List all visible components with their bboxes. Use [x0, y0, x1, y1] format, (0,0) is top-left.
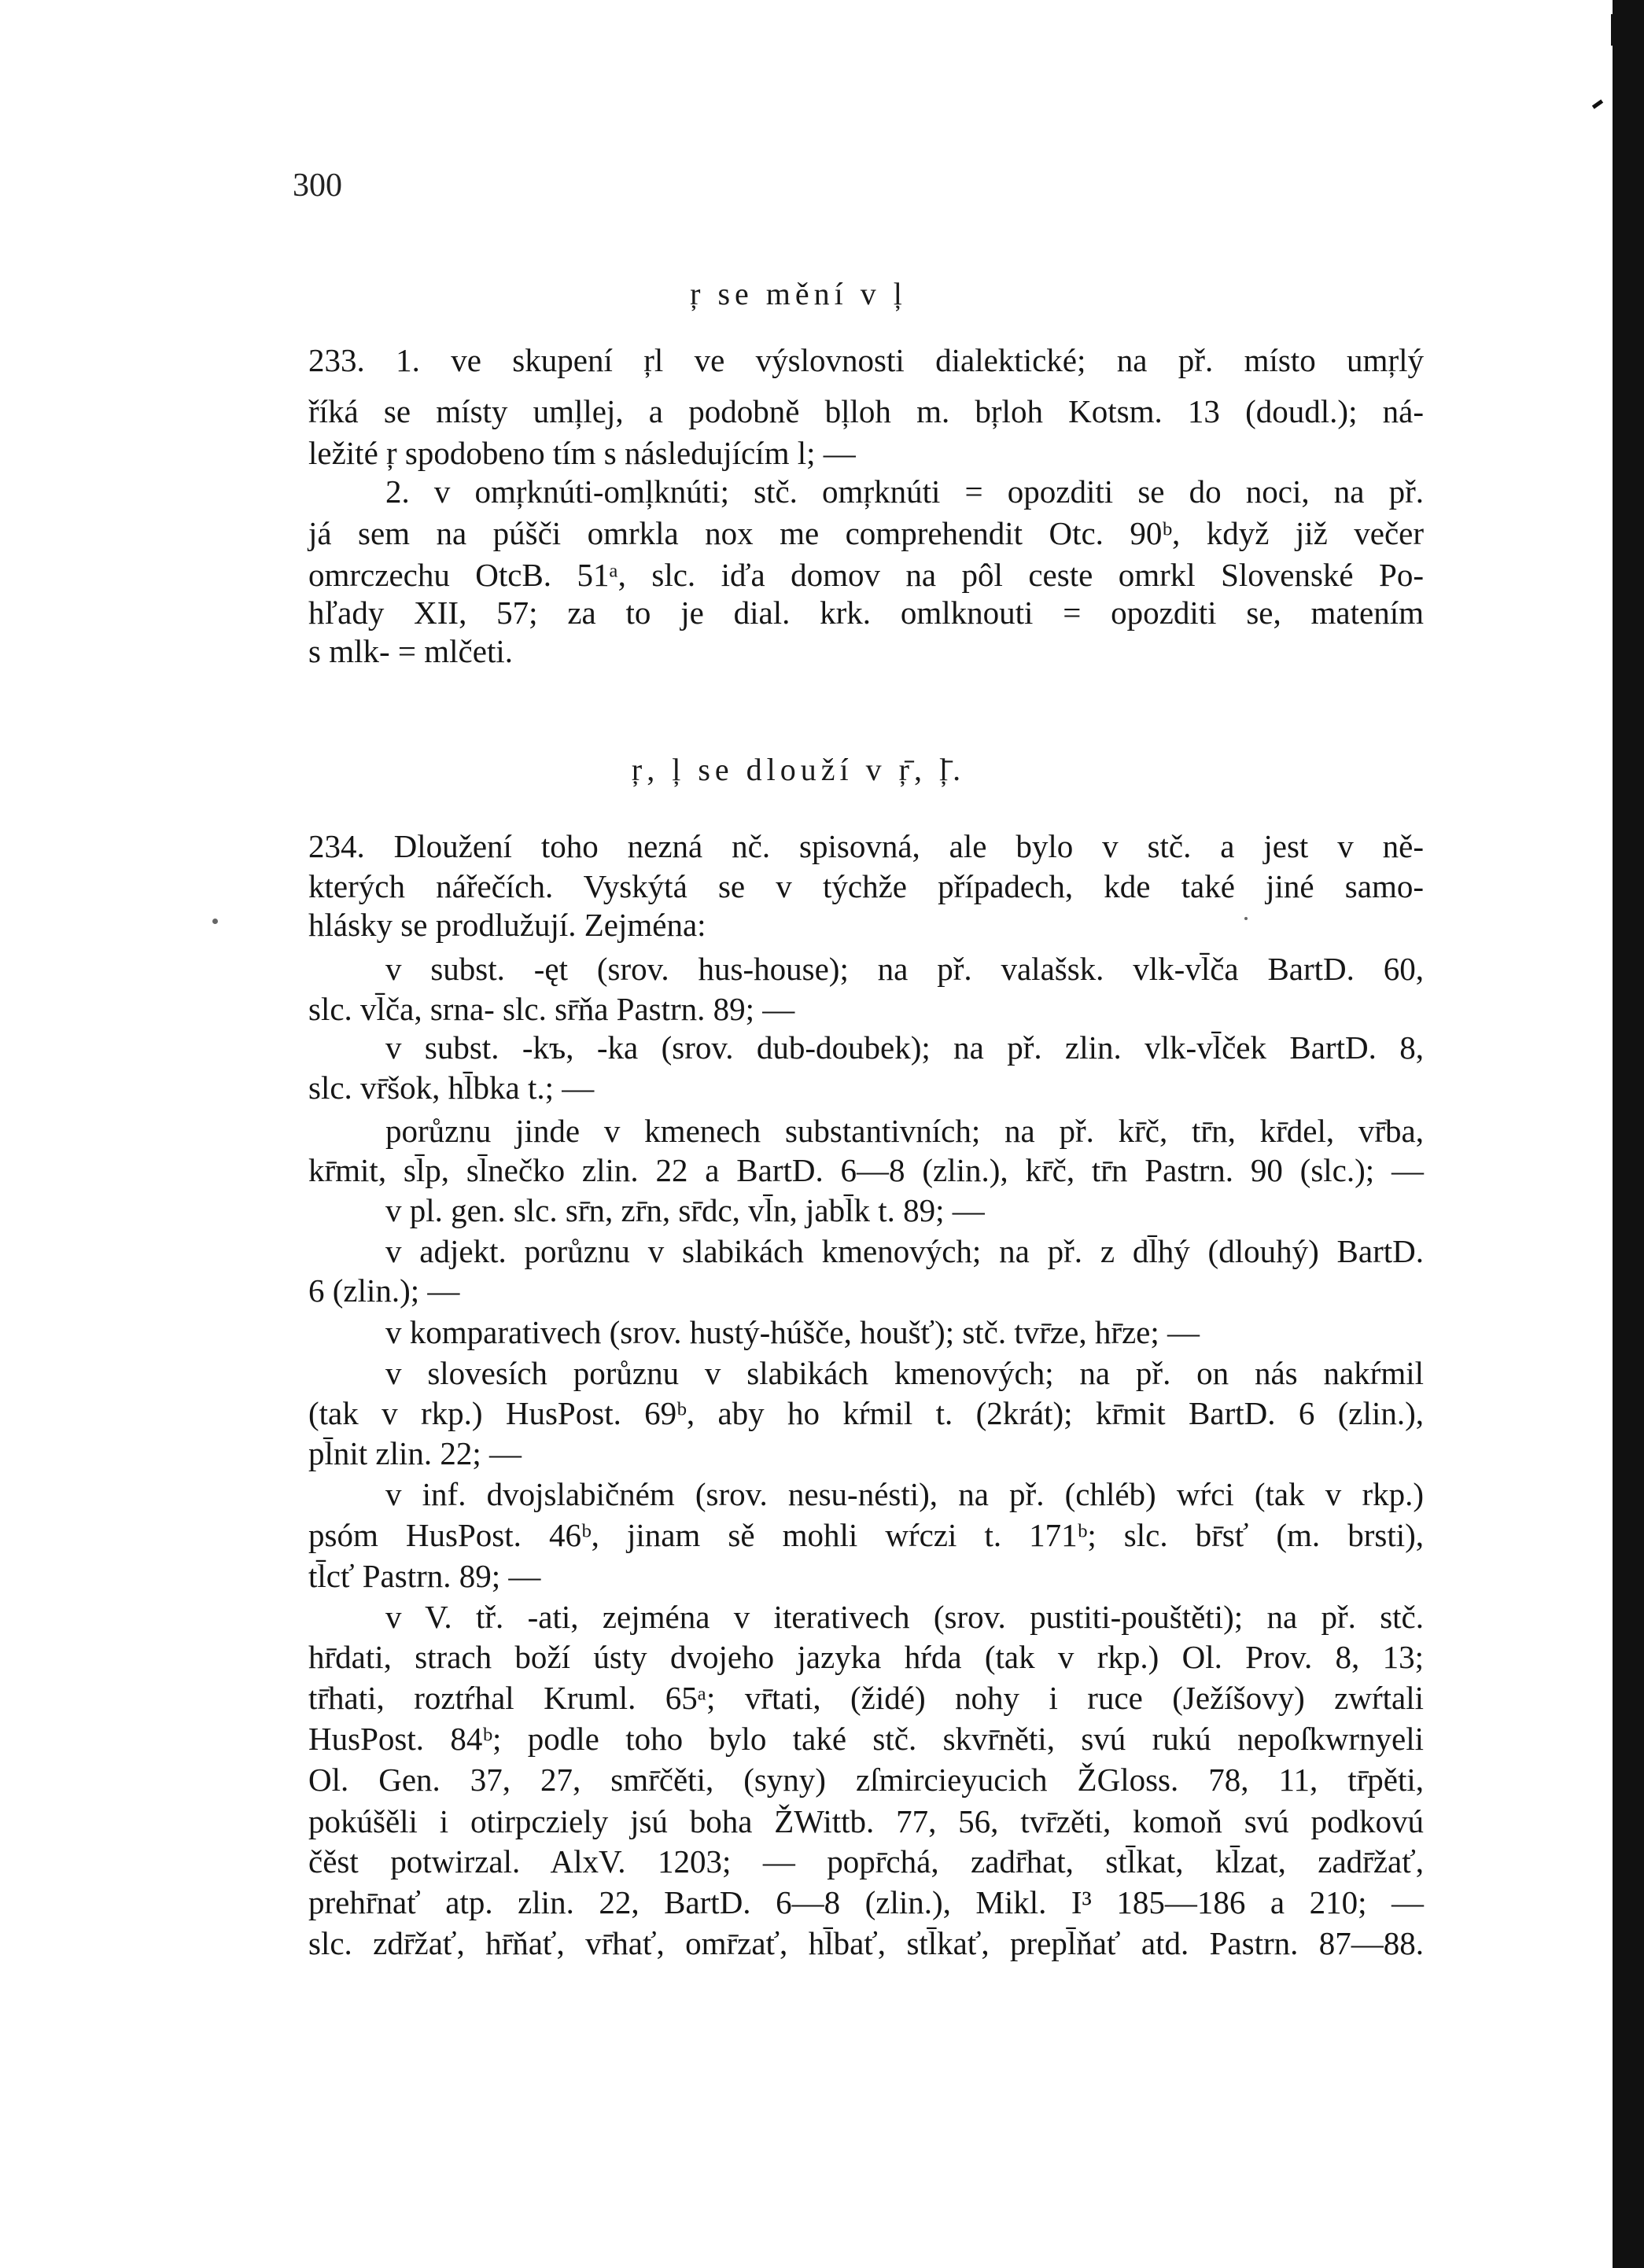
text-line: s mlk- = mlčeti.: [308, 633, 513, 669]
scan-artifact: [1592, 99, 1603, 109]
text-line: čěst potwirzal. AlxV. 1203; — popr̄chá, zadr̄hat, stl̄kat, kl̄zat, zadr̄žať,: [308, 1843, 1424, 1880]
text-line: v subst. -ęt (srov. hus-house); na př. valašsk. vlk-vl̄ča BartD. 60,: [385, 951, 1424, 987]
text-line: hr̄dati, strach boží ústy dvojeho jazyka hŕda (tak v rkp.) Ol. Prov. 8, 13;: [308, 1639, 1424, 1675]
text-line: já sem na púšči omrkla nox me comprehendit Otc. 90ᵇ, když již večer: [308, 515, 1424, 551]
text-line: v slovesích porůznu v slabikách kmenových; na př. on nás nakŕmil: [385, 1355, 1424, 1391]
text-line: slc. vr̄šok, hl̄bka t.; —: [308, 1070, 595, 1106]
speck: [212, 919, 218, 924]
text-line: tl̄cť Pastrn. 89; —: [308, 1558, 541, 1594]
text-line: kr̄mit, sl̄p, sl̄nečko zlin. 22 a BartD. 6—8 (zlin.), kr̄č, tr̄n Pastrn. 90 (slc.); —: [308, 1152, 1424, 1188]
text-line: kterých nářečích. Vyskýtá se v týchže případech, kde také jiné samo-: [308, 868, 1424, 904]
scan-border: [1613, 0, 1644, 2268]
page-number: 300: [293, 168, 342, 204]
text-line: slc. vl̄ča, srna- slc. sr̄ňa Pastrn. 89; —: [308, 991, 795, 1027]
text-line: v subst. -kъ, -ka (srov. dub-doubek); na př. zlin. vlk-vl̄ček BartD. 8,: [385, 1029, 1424, 1066]
text-line: 233. 1. ve skupení ŗl ve výslovnosti dialektické; na př. místo umŗlý: [308, 342, 1424, 378]
text-line: tr̄hati, roztŕhal Kruml. 65ᵃ; vr̄tati, (židé) nohy i ruce (Ježíšovy) zwŕtali: [308, 1680, 1424, 1716]
section-heading: ŗ, ļ se dlouží v ŗ̄, ļ̄.: [631, 752, 966, 787]
text-line: pl̄nit zlin. 22; —: [308, 1435, 522, 1471]
text-line: psóm HusPost. 46ᵇ, jinam sě mohli wŕczi t. 171ᵇ; slc. br̄sť (m. brsti),: [308, 1517, 1424, 1553]
text-line: slc. zdr̄žať, hr̄ňať, vr̄hať, omr̄zať, hl̄bať, stl̄kať, prepl̄ňať atd. Pastrn. 87—88.: [308, 1925, 1424, 1961]
text-line: ležité ŗ spodobeno tím s následujícím l; —: [308, 435, 856, 471]
text-line: v V. tř. -ati, zejména v iterativech (srov. pustiti-pouštěti); na př. stč.: [385, 1599, 1424, 1635]
text-line: Ol. Gen. 37, 27, smr̄čěti, (syny) zſmircieyucich ŽGloss. 78, 11, tr̄pěti,: [308, 1762, 1424, 1798]
text-line: porůznu jinde v kmenech substantivních; na př. kr̄č, tr̄n, kr̄del, vr̄ba,: [385, 1113, 1424, 1149]
text-line: hlásky se prodlužují. Zejména:: [308, 907, 706, 943]
text-line: prehr̄nať atp. zlin. 22, BartD. 6—8 (zlin.), Mikl. I³ 185—186 a 210; —: [308, 1884, 1424, 1920]
text-line: 234. Dloužení toho nezná nč. spisovná, ale bylo v stč. a jest v ně-: [308, 828, 1424, 864]
text-line: omrczechu OtcB. 51ᵃ, slc. iďa domov na pôl ceste omrkl Slovenské Po-: [308, 557, 1424, 593]
text-line: HusPost. 84ᵇ; podle toho bylo také stč. skvr̄něti, svú rukú nepoſkwrnyeli: [308, 1721, 1424, 1757]
text-line: 2. v omŗknúti-omļknúti; stč. omŗknúti = opozditi se do noci, na př.: [385, 473, 1424, 510]
text-line: v inf. dvojslabičném (srov. nesu-nésti), na př. (chléb) wŕci (tak v rkp.): [385, 1476, 1424, 1512]
scan-artifact: [1611, 14, 1617, 46]
text-line: v pl. gen. slc. sr̄n, zr̄n, sr̄dc, vl̄n, jabl̄k t. 89; —: [385, 1192, 985, 1228]
text-line: (tak v rkp.) HusPost. 69ᵇ, aby ho kŕmil t. (2krát); kr̄mit BartD. 6 (zlin.),: [308, 1395, 1424, 1431]
section-heading: ŗ se mění v ļ: [690, 276, 907, 311]
text-line: v adjekt. porůznu v slabikách kmenových; na př. z dl̄hý (dlouhý) BartD.: [385, 1233, 1424, 1269]
text-line: říká se místy umļlej, a podobně bļloh m. bŗloh Kotsm. 13 (doudl.); ná-: [308, 393, 1424, 429]
text-line: 6 (zlin.); —: [308, 1272, 460, 1309]
text-line: hľady XII, 57; za to je dial. krk. omlknouti = opozditi se, matením: [308, 595, 1424, 631]
text-line: v komparativech (srov. hustý-húšče, houšť); stč. tvr̄ze, hr̄ze; —: [385, 1314, 1200, 1350]
text-line: pokúšěli i otirpcziely jsú boha ŽWittb. 77, 56, tvr̄zěti, komoň svú podkovú: [308, 1803, 1424, 1839]
